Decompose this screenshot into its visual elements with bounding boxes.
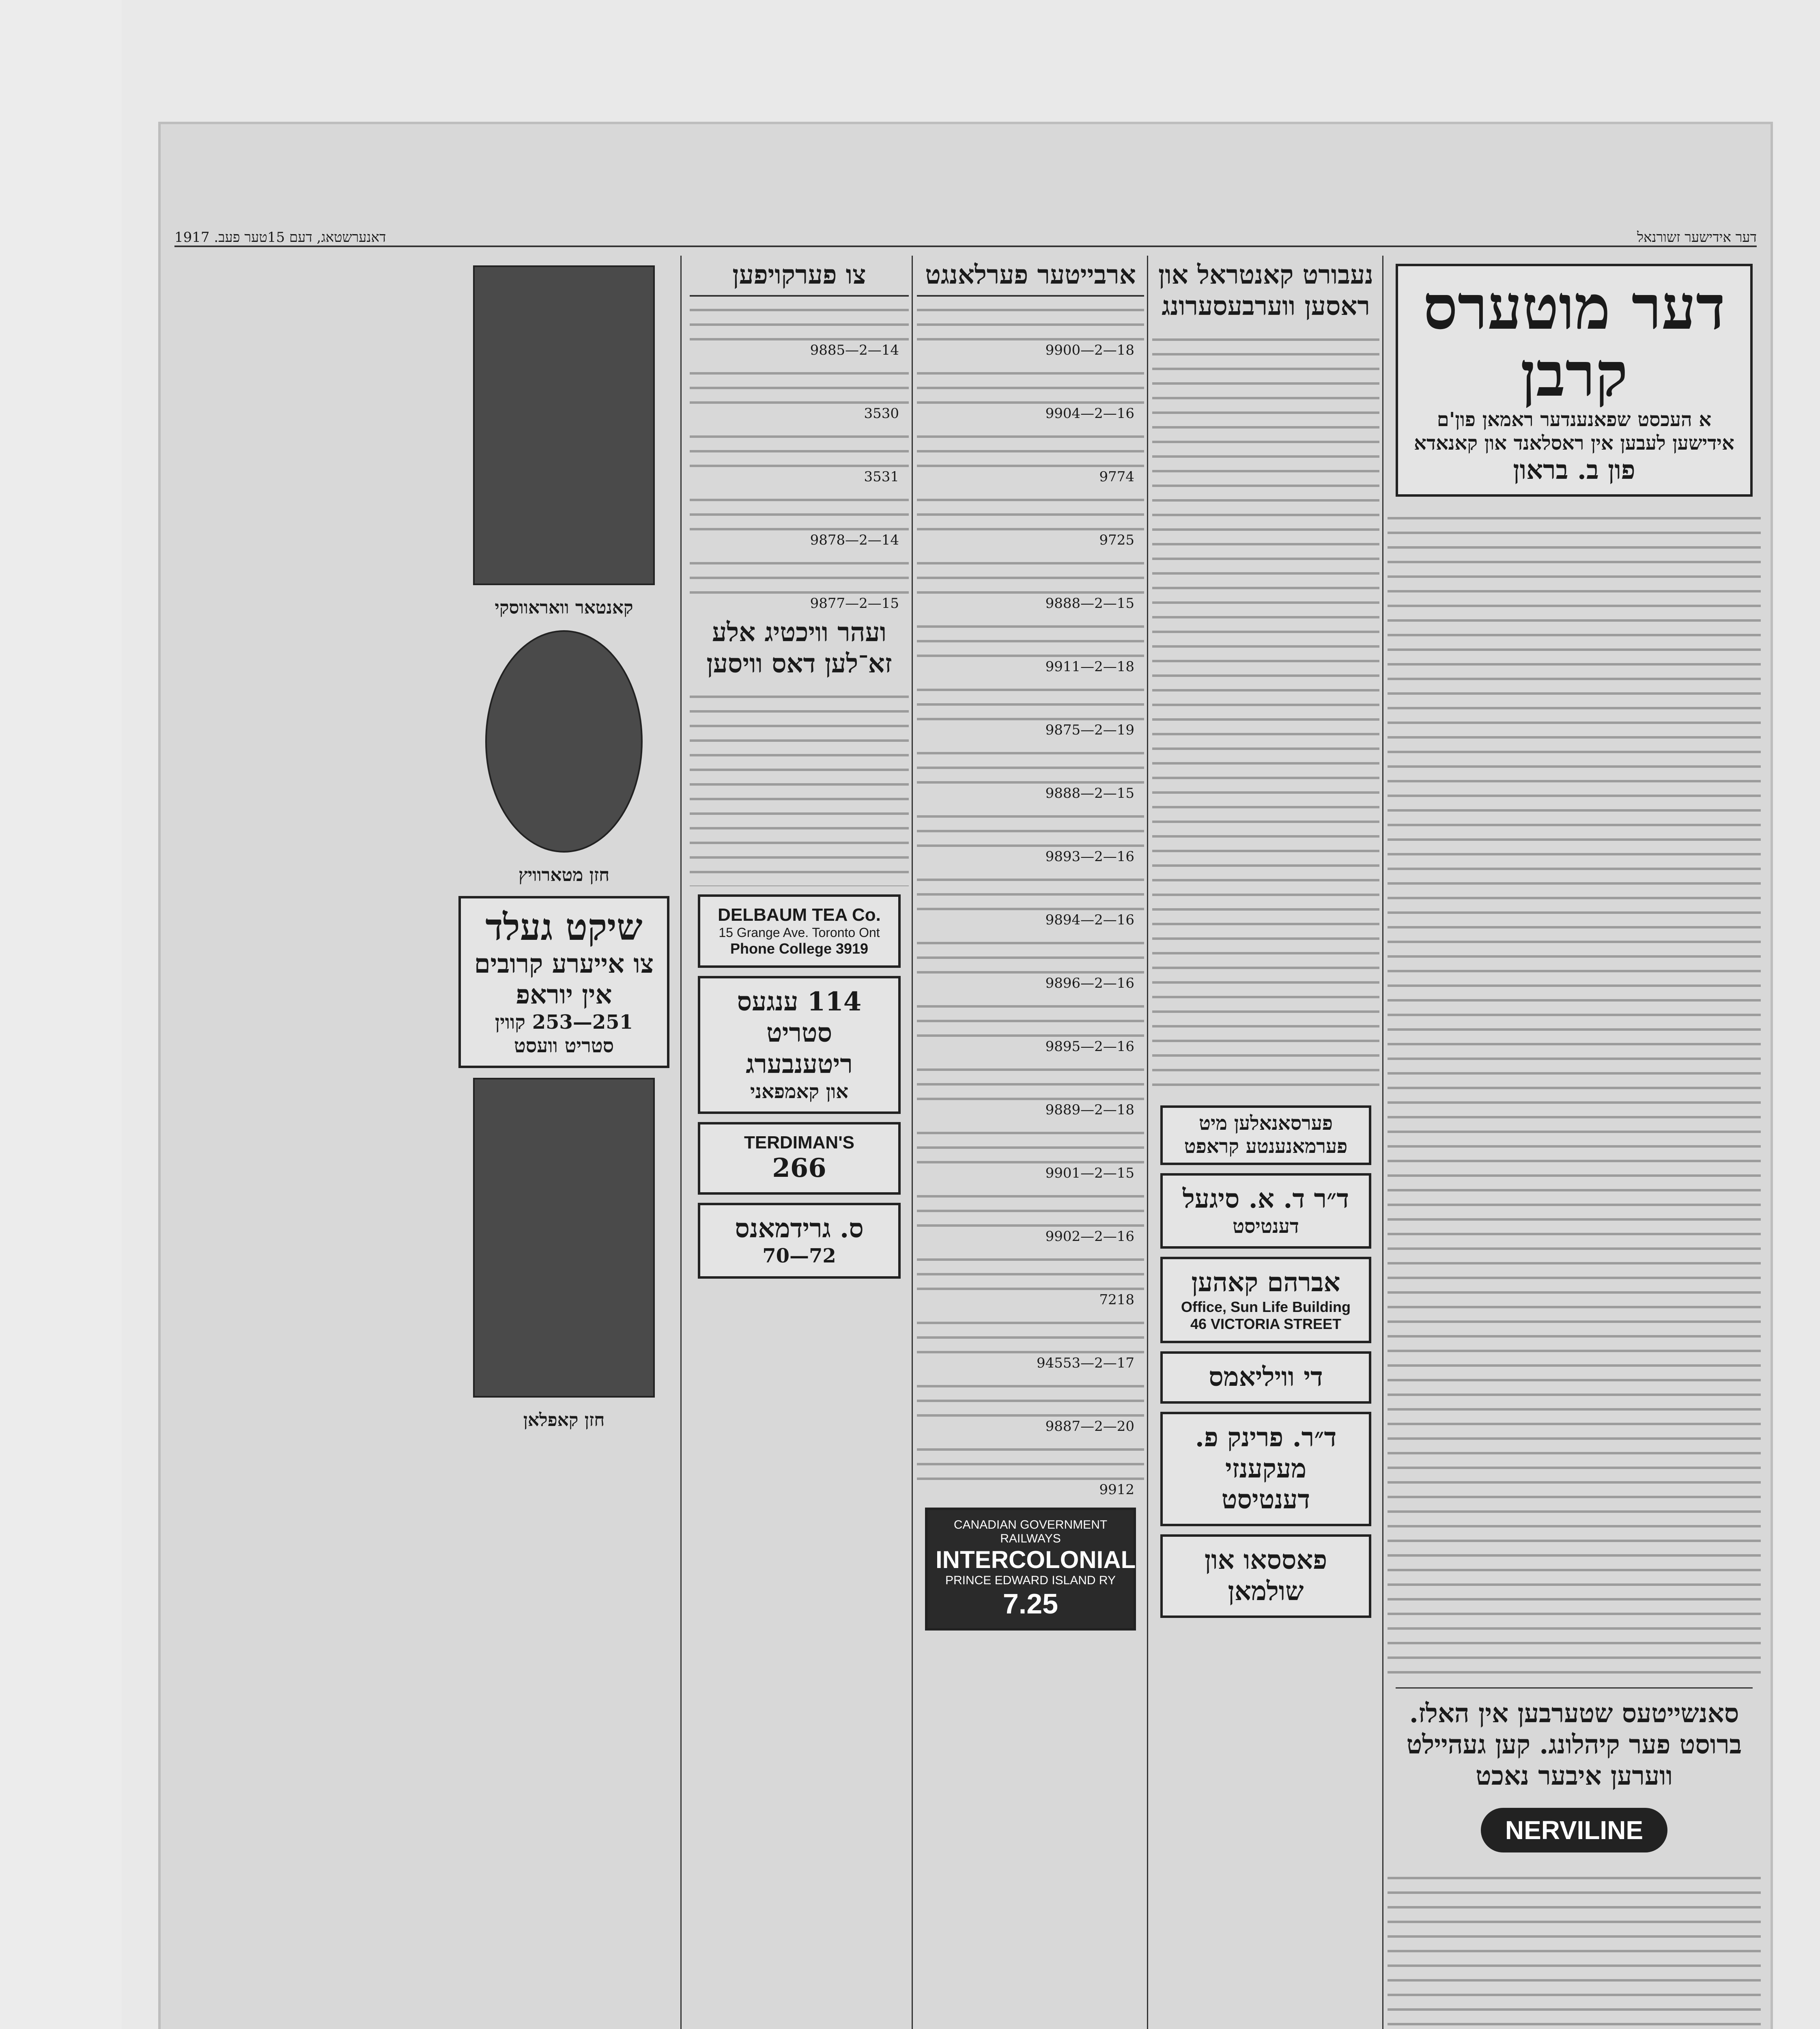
railway-line1: CANADIAN GOVERNMENT RAILWAYS [953,1518,1108,1545]
column-2-headline: נעבורט קאנטראל און ראסען ווערבעסערונג [1158,260,1373,321]
listing-number: 7218 [1099,1291,1134,1308]
newspaper-page [158,122,1773,2029]
listing-number: 9888—2—15 [1045,785,1134,801]
listing-body [690,487,909,530]
listing-body [690,360,909,404]
portrait-bottom [473,1078,655,1398]
passow-shulman-ad [1160,1534,1371,1618]
column-rule [680,256,682,2029]
masthead [174,217,1757,247]
listing-item [690,550,909,613]
passow-shulman-name: פאססאו און שולמאן [1204,1545,1327,1607]
listing-number: 3530 [864,405,899,422]
permanent-ad [1160,1105,1371,1165]
listing-item [917,1056,1144,1120]
listing-number: 9877—2—15 [810,595,899,612]
abraham-cohen-ad [1160,1257,1371,1343]
column-2 [1152,256,1379,2029]
terdiman-ad [698,1122,901,1195]
listing-item [917,676,1144,740]
railway-time: 7.25 [1003,1587,1058,1620]
column-5 [450,256,678,2029]
listing-item [690,297,909,360]
listing-body [917,297,1144,340]
serial-body [1388,505,1761,1682]
dentist-siegel-name: ד״ר ד. א. סיגעל [1182,1183,1349,1214]
listing-number: 9912 [1099,1481,1134,1498]
listing-body [917,423,1144,467]
listing-item [917,423,1144,487]
listing-number: 9904—2—16 [1045,405,1134,422]
listing-number: 94553—2—17 [1036,1355,1134,1371]
abraham-cohen-name: אברהם קאהען [1191,1267,1340,1298]
railway-line2: INTERCOLONIAL [936,1546,1136,1573]
tea-address: 15 Grange Ave. Toronto Ont [719,925,880,940]
railway-ad [925,1508,1136,1631]
listing-body [917,1310,1144,1353]
nerviline-ad [1388,1808,1761,1852]
permanent-ad-title: פערסאנאלען מיט פערמאנענטע קראפט [1184,1111,1348,1158]
nerviline-logo: NERVILINE [1481,1808,1667,1852]
listing-body [917,1246,1144,1290]
listing-item [917,1183,1144,1246]
rittenberg-ad [698,976,901,1114]
notice-body [690,683,909,886]
listing-item [917,930,1144,993]
serial-subtitle: א העכסט שפאנענדער ראמאן פון'ם אידישען לעבען אין ראסלאנד און קאנאדא [1414,408,1734,454]
column-rule [1147,256,1148,2029]
serial-headline-box [1396,264,1753,497]
listing-item [917,866,1144,930]
listing-item [917,993,1144,1056]
listing-item [917,360,1144,423]
portrait-top-hat [473,265,655,585]
for-sale-listings [690,297,909,613]
send-money-title: שיקט געלד [485,906,643,949]
tea-name: DELBAUM TEA Co. [718,905,881,925]
column-2-body [1152,326,1379,1097]
williams-ad [1160,1351,1371,1404]
listing-item [690,423,909,487]
help-wanted-listings [917,297,1144,1499]
store-address: 114 ענגעס סטריט [737,986,862,1049]
tea-phone: Phone College 3919 [730,940,869,957]
williams-name: די וויליאמס [1209,1361,1323,1392]
listing-number: 9896—2—16 [1045,975,1134,991]
listing-item [690,360,909,423]
listing-number: 9900—2—18 [1045,342,1134,358]
listing-body [917,930,1144,974]
column-rule [1382,256,1383,2029]
listing-item [917,1373,1144,1436]
listing-item [690,487,909,550]
listing-item [917,740,1144,803]
masthead-right: דאנערשטאג, דעם 15טער פעב. 1917 [174,229,386,246]
delbaum-tea-ad [698,894,901,968]
abraham-cohen-street: 46 VICTORIA STREET [1190,1315,1342,1332]
listing-item [917,1436,1144,1499]
listing-item [917,297,1144,360]
listing-number: 9875—2—19 [1045,722,1134,738]
listing-number: 9774 [1099,468,1134,485]
portrait3-caption: חזן קאפלאן [523,1410,605,1431]
listing-body [917,1120,1144,1163]
listing-body [917,487,1144,530]
dentist-siegel-ad [1160,1173,1371,1249]
portrait2-caption: חזן מטארוויץ [518,865,610,885]
terdiman-number: 266 [772,1153,826,1184]
column-1 [1388,256,1761,2029]
listing-item [917,803,1144,866]
send-money-sub2: אין יוראפ [516,980,612,1010]
listing-number: 9888—2—15 [1045,595,1134,612]
serial-author: פון ב. בראון [1513,455,1635,486]
portrait1-caption: קאנטאר וואראווסקי [495,597,633,618]
grodman-ad [698,1203,901,1278]
listing-number: 9878—2—14 [810,532,899,548]
listing-number: 9895—2—16 [1045,1038,1134,1055]
listing-body [917,866,1144,910]
grodman-phone: 72—70 [762,1244,836,1267]
listing-body [917,1373,1144,1417]
listing-item [917,1120,1144,1183]
listing-number: 9893—2—16 [1045,848,1134,865]
listing-body [690,550,909,594]
column-3 [917,256,1144,2029]
dentist-mckenzie-name: ד״ר. פרינק פ. מעקענזי [1195,1422,1337,1484]
terdiman-logo: TERDIMAN'S [744,1133,854,1153]
listing-body [917,360,1144,404]
listing-number: 9911—2—18 [1045,658,1134,675]
listing-body [690,297,909,340]
railway-line3: PRINCE EDWARD ISLAND RY [945,1573,1116,1587]
listing-body [917,740,1144,784]
listing-number: 9901—2—15 [1045,1165,1134,1181]
listing-number: 9887—2—20 [1045,1418,1134,1435]
nerviline-body [1388,1865,1761,2029]
abraham-cohen-office: Office, Sun Life Building [1181,1298,1351,1315]
send-money-ad [458,896,669,1068]
grodman-name: ס. גרידמאנס [735,1213,864,1244]
listing-body [690,423,909,467]
listing-body [917,1056,1144,1100]
listing-item [917,550,1144,613]
send-money-address: 251—253 קווין סטריט וועסט [495,1011,633,1057]
dentist-mckenzie-title: דענטיסט [1221,1484,1310,1515]
listing-body [917,1436,1144,1480]
listing-item [917,487,1144,550]
listing-number: 9885—2—14 [810,342,899,358]
listing-item [917,1310,1144,1373]
left-page-edge [0,0,122,2029]
listing-number: 9889—2—18 [1045,1101,1134,1118]
for-sale-headline: צו פערקויפען [690,256,909,297]
column-4 [690,256,909,2029]
listing-body [917,993,1144,1037]
listing-number: 9902—2—16 [1045,1228,1134,1245]
listing-body [917,550,1144,594]
store-name: ריטענבערג [746,1049,853,1079]
listing-body [917,803,1144,847]
column-rule [912,256,913,2029]
dentist-siegel-title: דענטיסט [1233,1215,1299,1238]
listing-body [917,1183,1144,1227]
bottom-headline: סאנשייטעס שטערבען אין האלז. ברוסט פער קיהלונג. קען געהיילט ווערען איבער נאכט [1406,1698,1742,1791]
listing-body [917,613,1144,657]
dentist-mckenzie-ad [1160,1412,1371,1526]
listing-number: 3531 [864,468,899,485]
serial-title: דער מוטערס קרבן [1423,272,1725,410]
listing-number: 9894—2—16 [1045,911,1134,928]
listing-number: 9725 [1099,532,1134,548]
portrait-oval [485,630,643,853]
listing-item [917,613,1144,676]
help-wanted-headline: ארבייטער פערלאנגט [917,256,1144,297]
masthead-left: דער אידישער זשורנאל [1637,229,1757,246]
listing-item [917,1246,1144,1310]
listing-body [917,676,1144,720]
important-notice: ועהר וויכטיג אלע זא־לען דאס וויסען [706,617,892,679]
send-money-sub: צו אייערע קרובים [474,948,654,979]
store-company: און קאמפאני [750,1080,849,1103]
